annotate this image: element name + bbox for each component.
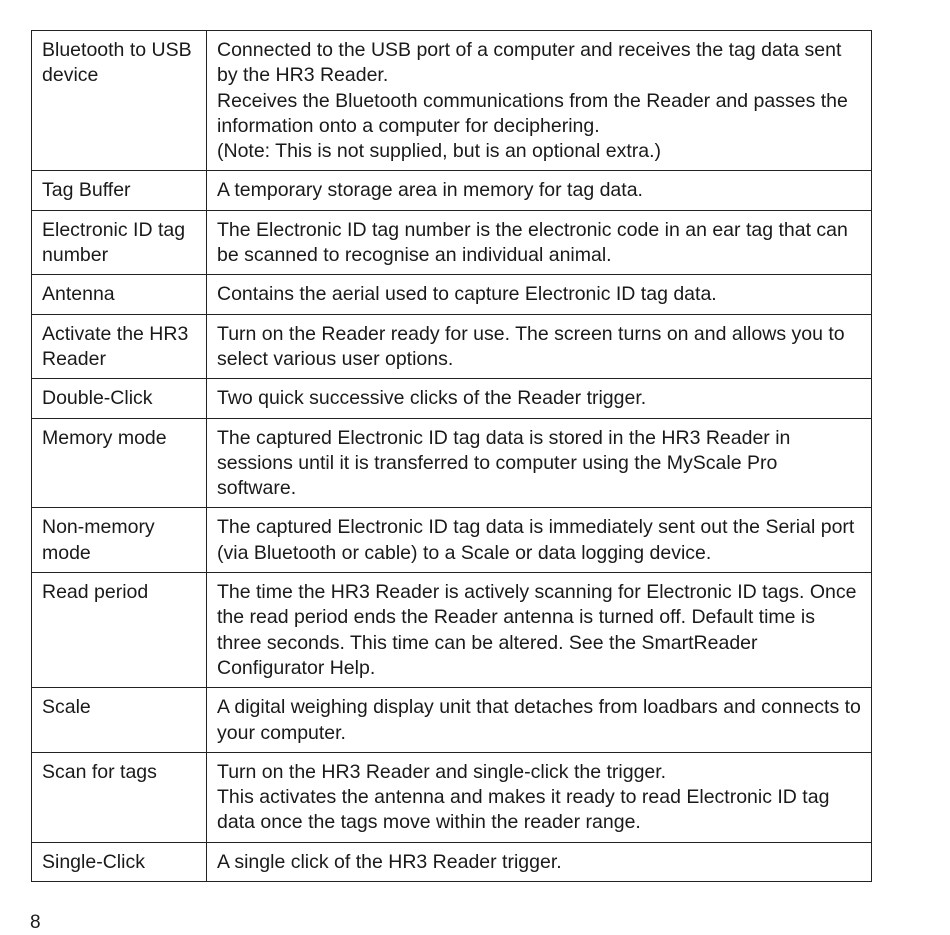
table-row <box>32 275 872 314</box>
glossary-term: Non-memory mode <box>32 508 207 573</box>
glossary-definition: The captured Electronic ID tag data is stored in the HR3 Reader in sessions until it is transferred to computer using the MyScale Pro software. <box>207 418 872 508</box>
table-row <box>32 379 872 418</box>
table-row <box>32 573 872 688</box>
glossary-term: Single-Click <box>32 842 207 881</box>
table-row <box>32 314 872 379</box>
table-row <box>32 508 872 573</box>
glossary-definition: Two quick successive clicks of the Reader trigger. <box>207 379 872 418</box>
table-row <box>32 688 872 753</box>
glossary-definition: A digital weighing display unit that detaches from loadbars and connects to your computer. <box>207 688 872 753</box>
glossary-definition: Turn on the HR3 Reader and single-click the trigger. This activates the antenna and makes it ready to read Electronic ID tag data once the tags move within the reader range. <box>207 752 872 842</box>
glossary-definition: Contains the aerial used to capture Electronic ID tag data. <box>207 275 872 314</box>
glossary-definition: Connected to the USB port of a computer and receives the tag data sent by the HR3 Reader. Receives the Bluetooth communications from the Reader and passes the information onto a computer for deciphering. (Note: This is not supplied, but is an optional extra.) <box>207 31 872 171</box>
table-row <box>32 210 872 275</box>
glossary-definition: The captured Electronic ID tag data is immediately sent out the Serial port (via Bluetooth or cable) to a Scale or data logging device. <box>207 508 872 573</box>
glossary-term: Scale <box>32 688 207 753</box>
table-row <box>32 171 872 210</box>
glossary-definition: A single click of the HR3 Reader trigger. <box>207 842 872 881</box>
table-row <box>32 418 872 508</box>
glossary-term: Memory mode <box>32 418 207 508</box>
glossary-term: Electronic ID tag number <box>32 210 207 275</box>
glossary-definition: The Electronic ID tag number is the electronic code in an ear tag that can be scanned to recognise an individual animal. <box>207 210 872 275</box>
page-number: 8 <box>30 912 41 933</box>
glossary-definition: The time the HR3 Reader is actively scanning for Electronic ID tags. Once the read period ends the Reader antenna is turned off. Default time is three seconds. This time can be altered. See the SmartReader Configurator Help. <box>207 573 872 688</box>
glossary-table <box>31 30 872 882</box>
table-row <box>32 752 872 842</box>
glossary-definition: Turn on the Reader ready for use. The screen turns on and allows you to select various user options. <box>207 314 872 379</box>
glossary-definition: A temporary storage area in memory for tag data. <box>207 171 872 210</box>
glossary-term: Activate the HR3 Reader <box>32 314 207 379</box>
glossary-term: Bluetooth to USB device <box>32 31 207 171</box>
table-row <box>32 31 872 171</box>
table-row <box>32 842 872 881</box>
glossary-term: Scan for tags <box>32 752 207 842</box>
glossary-term: Antenna <box>32 275 207 314</box>
glossary-term: Read period <box>32 573 207 688</box>
glossary-term: Double-Click <box>32 379 207 418</box>
glossary-term: Tag Buffer <box>32 171 207 210</box>
